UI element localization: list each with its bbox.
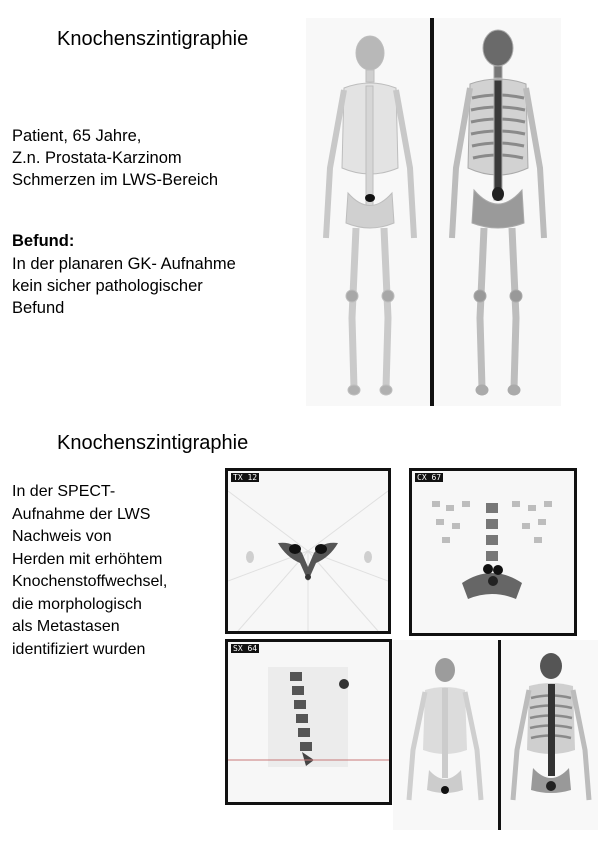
thumbnail-divider (498, 640, 501, 830)
patient-info: Patient, 65 Jahre, Z.n. Prostata-Karzinom Schmerzen im LWS-Bereich (12, 127, 219, 189)
slide2-title: Knochenszintigraphie (57, 432, 249, 454)
anterior-skeleton-image (308, 18, 428, 406)
spect-findings-text: In der SPECT- Aufnahme der LWS Nachweis von Herden mit erhöhtem Knochenstoffwechsel, die morphologisch als Metastasen identifiziert wurden (12, 483, 168, 658)
planar-thumbnail-scan (393, 640, 598, 830)
sx-panel-tag: SX 64 (233, 644, 258, 653)
spect-coronal-panel (409, 468, 577, 636)
transaxial-slice-image (228, 471, 388, 631)
coronal-slice-image (412, 471, 574, 633)
sagittal-slice-image (228, 642, 389, 802)
slide1-title: Knochenszintigraphie (57, 28, 249, 50)
anterior-thumbnail-image (395, 640, 495, 830)
befund-heading: Befund: (12, 232, 75, 250)
spect-transaxial-panel (225, 468, 391, 634)
cx-panel-tag: CX 67 (417, 473, 442, 482)
befund-text: In der planaren GK- Aufnahme kein sicher pathologischer Befund (12, 255, 236, 317)
posterior-thumbnail-image (503, 640, 598, 830)
spect-sagittal-panel (225, 639, 392, 805)
posterior-skeleton-image (438, 18, 558, 406)
planar-bone-scan (306, 18, 561, 406)
tx-panel-tag: TX 12 (233, 473, 258, 482)
scan-divider (430, 18, 434, 406)
